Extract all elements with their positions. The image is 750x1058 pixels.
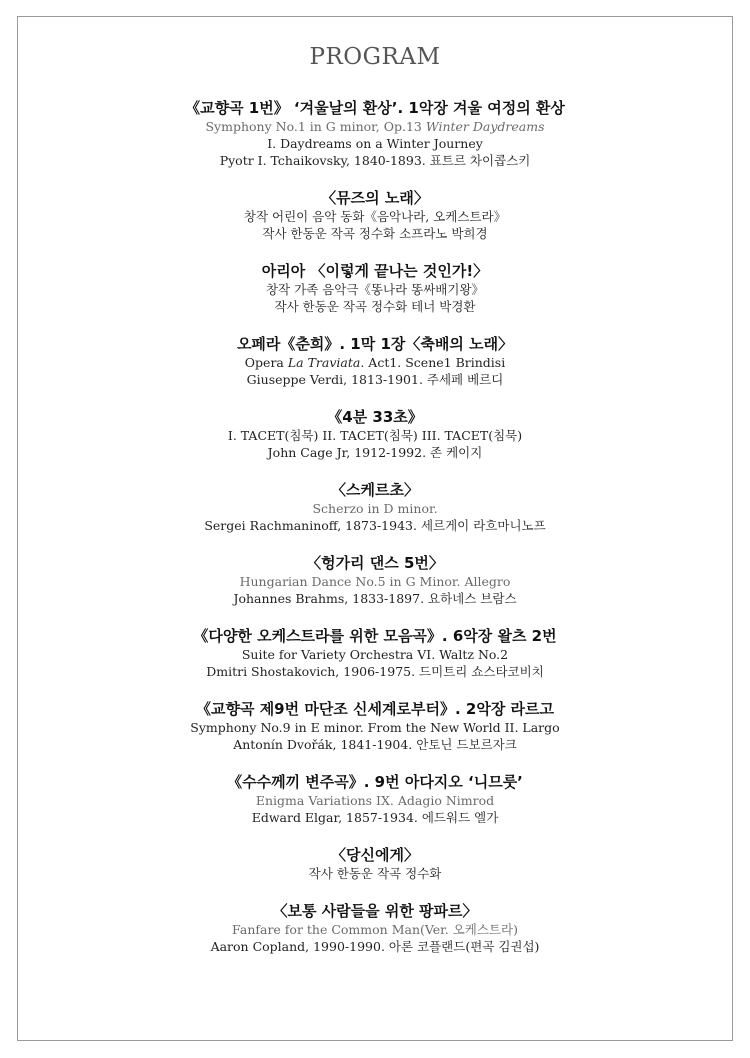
program-item-title: 〈뮤즈의 노래〉 [321, 189, 429, 207]
program-item-detail: 작사 한동운 작곡 정수화 [308, 866, 442, 881]
program-item-detail: Fanfare for the Common Man(Ver. 오케스트라) [232, 922, 518, 937]
program-item-detail: 창작 가족 음악극《똥나라 똥싸배기왕》 [265, 282, 485, 297]
program-item-detail: 작사 한동운 작곡 정수화 테너 박경환 [274, 299, 476, 314]
program-item-title: 《수수께끼 변주곡》. 9번 아다지오 ‘니므룻’ [227, 773, 523, 791]
program-item-detail: Sergei Rachmaninoff, 1873-1943. 세르게이 라흐마니노프 [204, 518, 546, 533]
program-item-title: 《교향곡 1번》 ‘겨울날의 환상’. 1악장 겨울 여정의 환상 [185, 99, 565, 117]
program-item-detail: I. TACET(침묵) II. TACET(침묵) III. TACET(침묵) [227, 428, 523, 443]
program-item [0, 553, 750, 607]
program-item-title: 《교향곡 제9번 마단조 신세계로부터》. 2악장 라르고 [196, 700, 554, 718]
program-item [0, 334, 750, 388]
program-item-detail: Giuseppe Verdi, 1813-1901. 주세페 베르디 [246, 372, 504, 387]
program-item-title: 〈당신에게〉 [331, 846, 419, 864]
program-item [0, 188, 750, 242]
program-item-detail: Opera La Traviata. Act1. Scene1 Brindisi [244, 355, 506, 370]
program-item-detail: Dmitri Shostakovich, 1906-1975. 드미트리 쇼스타코비치 [206, 664, 544, 679]
program-item-detail: Hungarian Dance No.5 in G Minor. Allegro [239, 574, 511, 589]
program-item [0, 772, 750, 826]
program-item-detail: Antonín Dvořák, 1841-1904. 안토닌 드보르자크 [233, 737, 517, 752]
program-item-detail: Suite for Variety Orchestra VI. Waltz No.2 [241, 647, 509, 662]
program-item-title: 《4분 33초》 [327, 408, 423, 426]
program-item-detail: Aaron Copland, 1990-1990. 아론 코플랜드(편곡 김권섭) [210, 939, 540, 954]
program-item-detail: 창작 어린이 음악 동화《음악나라, 오케스트라》 [243, 209, 507, 224]
program-item-title: 〈보통 사람들을 위한 팡파르〉 [272, 902, 478, 920]
program-item-detail: 작사 한동운 작곡 정수화 소프라노 박희경 [262, 226, 488, 241]
program-item-detail: John Cage Jr, 1912-1992. 존 케이지 [267, 445, 483, 460]
page-title: PROGRAM [309, 44, 441, 70]
program-item-detail: Pyotr I. Tchaikovsky, 1840-1893. 표트르 차이콥스키 [219, 153, 531, 168]
program-item-detail: Scherzo in D minor. [312, 501, 438, 516]
program-item [0, 845, 750, 882]
program-item [0, 480, 750, 534]
program-item [0, 261, 750, 315]
program-item [0, 98, 750, 169]
program-item-detail: I. Daydreams on a Winter Journey [267, 136, 483, 151]
program-item [0, 699, 750, 753]
program-item-title: 〈스케르초〉 [331, 481, 419, 499]
program-item [0, 626, 750, 680]
program-item-title: 《다양한 오케스트라를 위한 모음곡》. 6악장 왈츠 2번 [193, 627, 557, 645]
program-item-detail: Symphony No.1 in G minor, Op.13 Winter Daydreams [205, 119, 545, 134]
program-item-detail: Johannes Brahms, 1833-1897. 요하네스 브람스 [233, 591, 517, 606]
program-item [0, 901, 750, 955]
program-item-title: 오페라《춘희》. 1막 1장〈축배의 노래〉 [236, 335, 514, 353]
program-item-title: 〈헝가리 댄스 5번〉 [306, 554, 444, 572]
program-item-title: 아리아 〈이렇게 끝나는 것인가!〉 [261, 262, 489, 280]
program-item-detail: Edward Elgar, 1857-1934. 에드워드 엘가 [251, 810, 499, 825]
program-item-detail: Enigma Variations IX. Adagio Nimrod [255, 793, 495, 808]
program-item [0, 407, 750, 461]
program-list [0, 98, 750, 974]
program-item-detail: Symphony No.9 in E minor. From the New World II. Largo [190, 720, 560, 735]
